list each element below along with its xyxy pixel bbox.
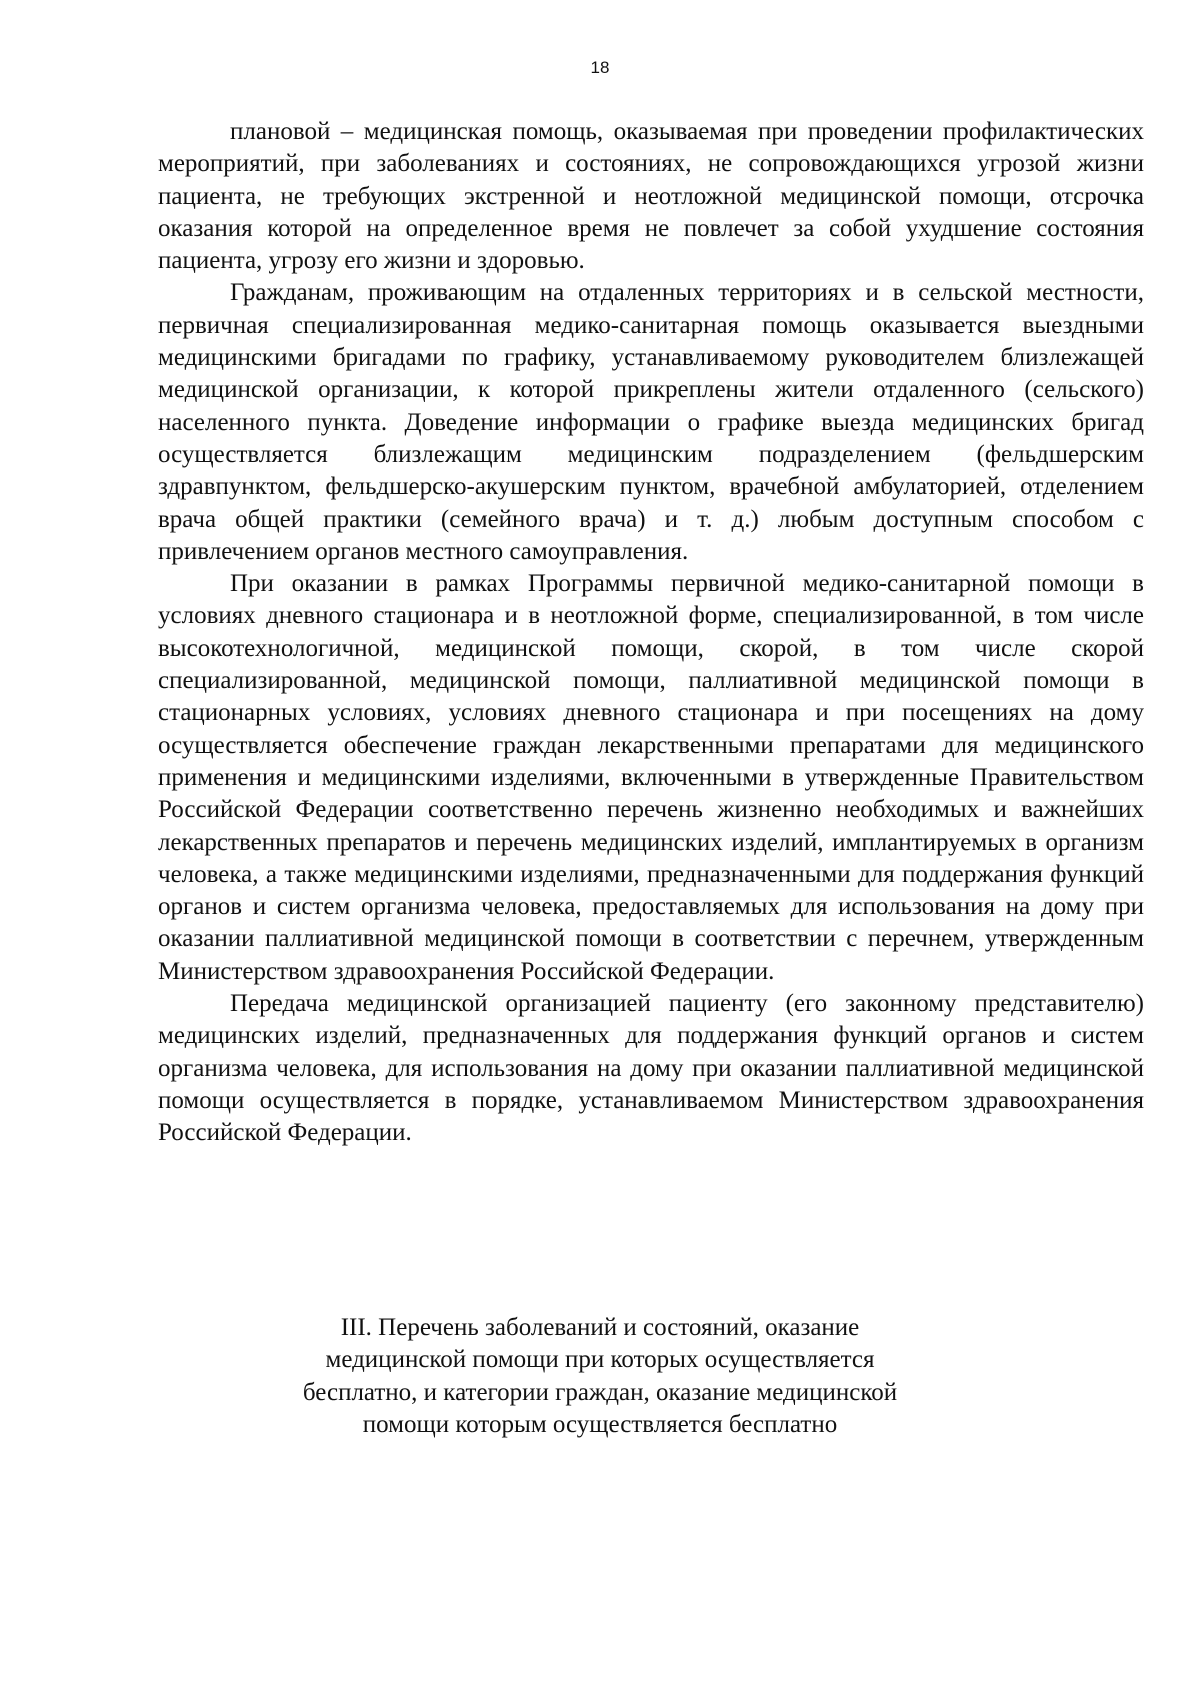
paragraph-medication-provision: При оказании в рамках Программы первичной медико-санитарной помощи в условиях дневного стационара и в неотложной форме, специализированной, в том числе высокотехнологичной, медицинской помощи, скорой, в том числе скорой специализированной, медицинской помощи, паллиативной медицинской помощи в стационарных условиях, условиях дневного стационара и при посещениях на дому осуществляется обеспечение граждан лекарственными препаратами для медицинского применения и медицинскими изделиями, включенными в утвержденные Правительством Российской Федерации соответственно перечень жизненно необходимых и важнейших лекарственных препаратов и перечень медицинских изделий, имплантируемых в организм человека, а также медицинскими изделиями, предназначенными для поддержания функций органов и систем организма человека, предоставляемых для использования на дому при оказании паллиативной медицинской помощи в соответствии с перечнем, утвержденным Министерством здравоохранения Российской Федерации. bbox=[158, 570, 1144, 985]
page-number: 18 bbox=[590, 58, 610, 77]
document-body bbox=[158, 116, 1144, 1150]
paragraph-remote-territories: Гражданам, проживающим на отдаленных территориях и в сельской местности, первичная специализированная медико-санитарная помощь оказывается выездными медицинскими бригадами по графику, устанавливаемому руководителем близлежащей медицинской организации, к которой прикреплены жители отдаленного (сельского) населенного пункта. Доведение информации о графике выезда медицинских бригад осуществляется близлежащим медицинским подразделением (фельдшерским здравпунктом, фельдшерско-акушерским пунктом, врачебной амбулаторией, отделением врача общей практики (семейного врача) и т. д.) любым доступным способом с привлечением органов местного самоуправления. bbox=[158, 279, 1144, 565]
section-heading: III. Перечень заболеваний и состояний, оказание медицинской помощи при которых осуществляется бесплатно, и категории граждан, оказание медицинской помощи которым осуществляется бесплатно bbox=[302, 1314, 898, 1438]
paragraph-device-transfer: Передача медицинской организацией пациенту (его законному представителю) медицинских изделий, предназначенных для поддержания функций органов и систем организма человека, для использования на дому при оказании паллиативной медицинской помощи осуществляется в порядке, устанавливаемом Министерством здравоохранения Российской Федерации. bbox=[158, 990, 1144, 1147]
paragraph-planned-care: плановой – медицинская помощь, оказываемая при проведении профилактических мероприятий, при заболеваниях и состояниях, не сопровождающихся угрозой жизни пациента, не требующих экстренной и неотложной медицинской помощи, отсрочка оказания которой на определенное время не повлечет за собой ухудшение состояния пациента, угрозу его жизни и здоровью. bbox=[158, 118, 1144, 275]
